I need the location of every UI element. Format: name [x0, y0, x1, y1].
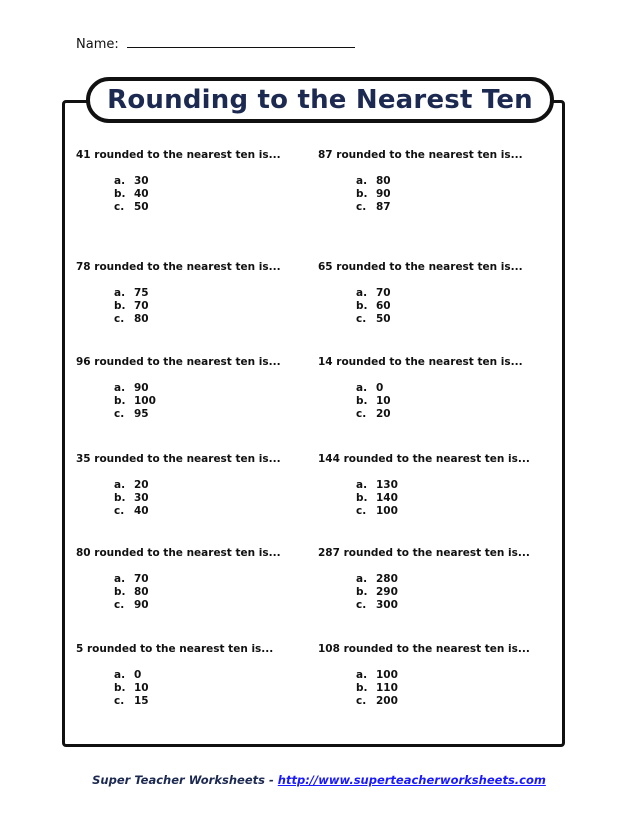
- question-stem: 96 rounded to the nearest ten is...: [76, 356, 281, 368]
- question-stem: 78 rounded to the nearest ten is...: [76, 261, 281, 273]
- question-stem: 35 rounded to the nearest ten is...: [76, 453, 281, 465]
- question-11: [76, 643, 306, 709]
- choice-a[interactable]: a. 80: [356, 175, 391, 187]
- choice-c[interactable]: c. 80: [114, 313, 149, 326]
- choice-c[interactable]: c. 100: [356, 505, 398, 518]
- footer-separator: -: [268, 773, 274, 787]
- name-line: [76, 35, 355, 52]
- footer: [0, 773, 638, 787]
- choice-list: [318, 573, 548, 613]
- page-title: Rounding to the Nearest Ten: [107, 85, 533, 115]
- choice-list: [76, 287, 306, 327]
- choice-c[interactable]: c. 40: [114, 505, 149, 518]
- question-5: [76, 356, 306, 422]
- title-banner: [86, 77, 554, 123]
- choice-b[interactable]: b. 10: [114, 682, 149, 695]
- choice-list: [318, 287, 548, 327]
- choice-list: [318, 382, 548, 422]
- choice-list: [76, 669, 306, 709]
- choice-b[interactable]: b. 70: [114, 300, 149, 313]
- question-stem: 287 rounded to the nearest ten is...: [318, 547, 530, 559]
- question-12: [318, 643, 548, 709]
- choice-c[interactable]: c. 87: [356, 201, 391, 214]
- choice-a[interactable]: a. 100: [356, 669, 398, 681]
- choice-b[interactable]: b. 90: [356, 188, 391, 201]
- question-1: [76, 149, 306, 215]
- choice-c[interactable]: c. 15: [114, 695, 149, 708]
- choice-a[interactable]: a. 20: [114, 479, 149, 491]
- choice-list: [76, 573, 306, 613]
- choice-a[interactable]: a. 130: [356, 479, 398, 491]
- question-4: [318, 261, 548, 327]
- choice-c[interactable]: c. 90: [114, 599, 149, 612]
- question-stem: 65 rounded to the nearest ten is...: [318, 261, 523, 273]
- name-label: Name:: [76, 37, 119, 52]
- question-stem: 5 rounded to the nearest ten is...: [76, 643, 274, 655]
- name-blank[interactable]: [127, 35, 355, 48]
- question-stem: 41 rounded to the nearest ten is...: [76, 149, 281, 161]
- choice-a[interactable]: a. 0: [114, 669, 142, 681]
- choice-b[interactable]: b. 110: [356, 682, 398, 695]
- question-stem: 144 rounded to the nearest ten is...: [318, 453, 530, 465]
- choice-b[interactable]: b. 40: [114, 188, 149, 201]
- question-6: [318, 356, 548, 422]
- question-7: [76, 453, 306, 519]
- question-stem: 108 rounded to the nearest ten is...: [318, 643, 530, 655]
- choice-list: [76, 175, 306, 215]
- choice-b[interactable]: b. 140: [356, 492, 398, 505]
- footer-brand: Super Teacher Worksheets: [92, 773, 265, 787]
- choice-b[interactable]: b. 80: [114, 586, 149, 599]
- question-8: [318, 453, 548, 519]
- question-3: [76, 261, 306, 327]
- choice-c[interactable]: c. 95: [114, 408, 149, 421]
- choice-a[interactable]: a. 75: [114, 287, 149, 299]
- choice-a[interactable]: a. 70: [356, 287, 391, 299]
- choice-b[interactable]: b. 30: [114, 492, 149, 505]
- choice-list: [318, 669, 548, 709]
- choice-a[interactable]: a. 0: [356, 382, 384, 394]
- question-10: [318, 547, 548, 613]
- choice-c[interactable]: c. 20: [356, 408, 391, 421]
- choice-b[interactable]: b. 290: [356, 586, 398, 599]
- choice-a[interactable]: a. 280: [356, 573, 398, 585]
- choice-list: [76, 382, 306, 422]
- choice-list: [318, 479, 548, 519]
- choice-list: [318, 175, 548, 215]
- choice-list: [76, 479, 306, 519]
- footer-link[interactable]: http://www.superteacherworksheets.com: [277, 773, 546, 787]
- question-stem: 14 rounded to the nearest ten is...: [318, 356, 523, 368]
- choice-c[interactable]: c. 50: [356, 313, 391, 326]
- choice-a[interactable]: a. 90: [114, 382, 149, 394]
- choice-b[interactable]: b. 10: [356, 395, 391, 408]
- question-stem: 80 rounded to the nearest ten is...: [76, 547, 281, 559]
- choice-c[interactable]: c. 300: [356, 599, 398, 612]
- choice-a[interactable]: a. 30: [114, 175, 149, 187]
- question-9: [76, 547, 306, 613]
- question-2: [318, 149, 548, 215]
- choice-b[interactable]: b. 60: [356, 300, 391, 313]
- question-stem: 87 rounded to the nearest ten is...: [318, 149, 523, 161]
- choice-c[interactable]: c. 50: [114, 201, 149, 214]
- choice-c[interactable]: c. 200: [356, 695, 398, 708]
- choice-a[interactable]: a. 70: [114, 573, 149, 585]
- choice-b[interactable]: b. 100: [114, 395, 156, 408]
